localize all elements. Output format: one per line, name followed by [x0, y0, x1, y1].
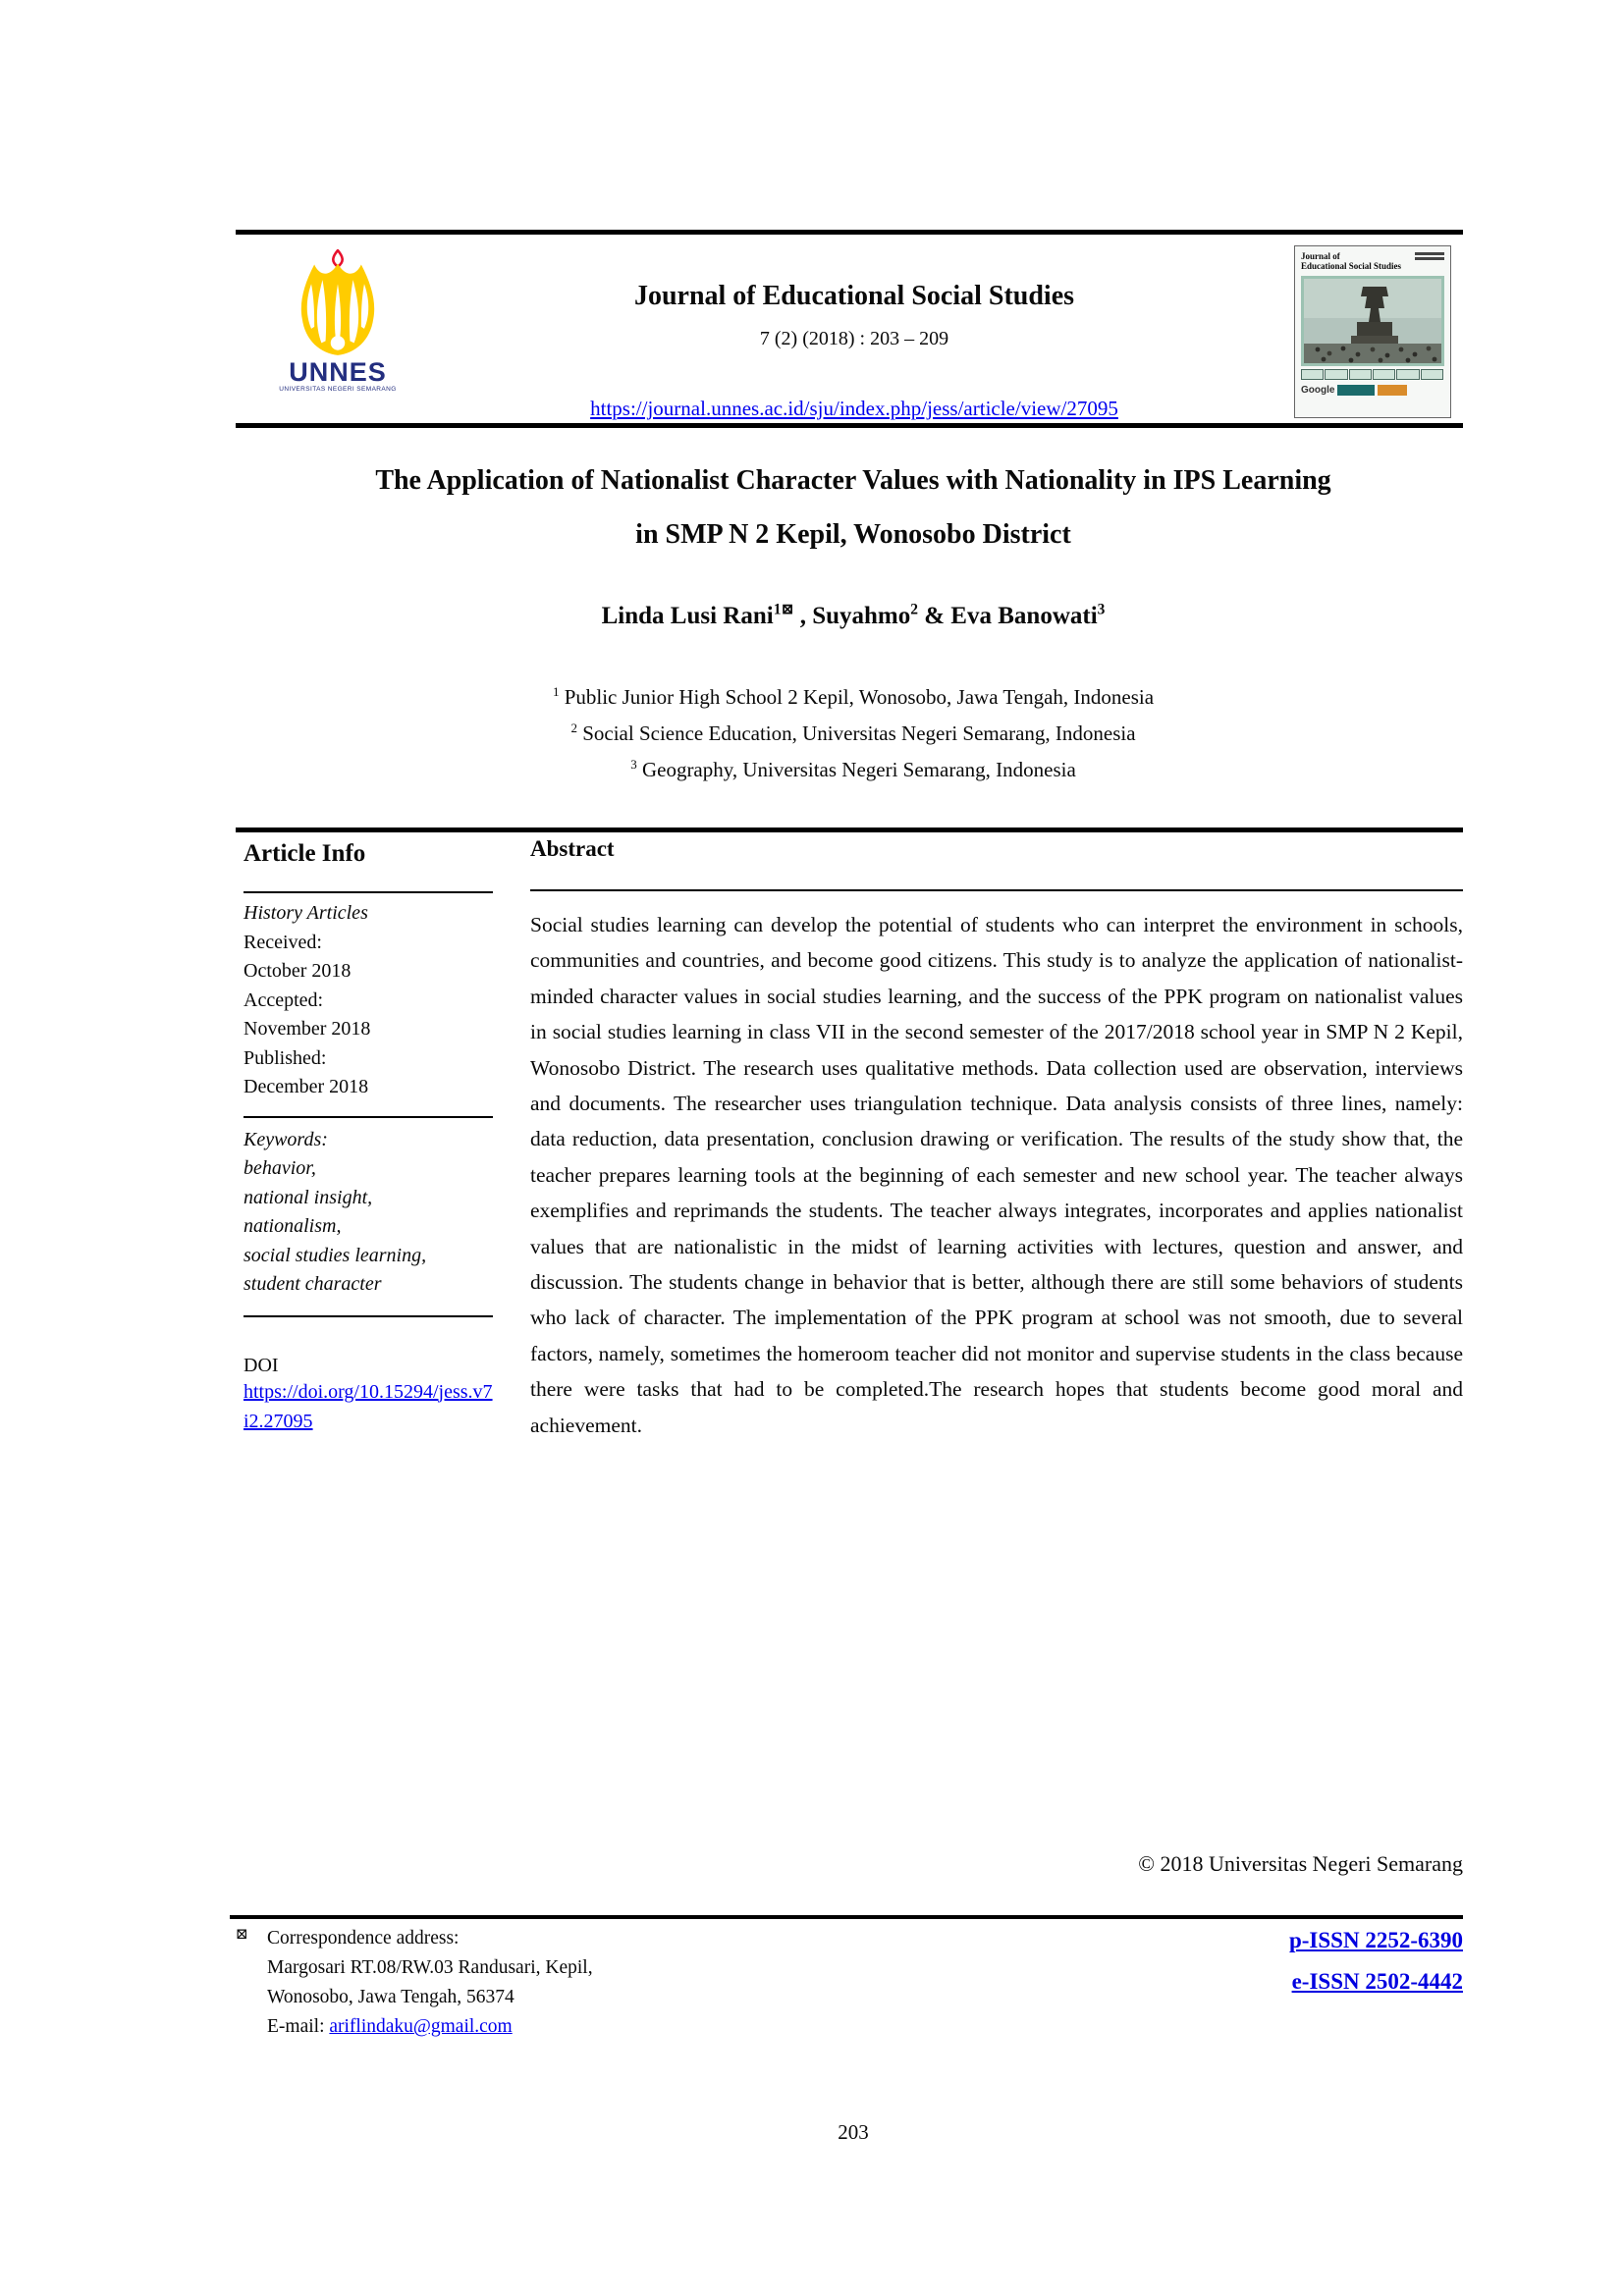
article-title-line2: in SMP N 2 Kepil, Wonosobo District — [635, 519, 1071, 550]
history-received-label: Received: — [244, 931, 322, 953]
author-2: , Suyahmo — [793, 603, 911, 629]
mail-icon: ⊠ — [236, 1927, 248, 1943]
e-issn-link[interactable]: e-ISSN 2502-4442 — [1291, 1969, 1463, 1994]
article-info-divider-3 — [244, 1315, 493, 1317]
affiliation-2: $^2$ Social Science Education, Universitas Negeri Semarang, Indonesia — [570, 721, 1136, 745]
keywords-label: Keywords: — [244, 1128, 328, 1150]
cover-indexing-badge-1 — [1337, 385, 1375, 396]
cover-title-line1: Journal of — [1301, 251, 1340, 261]
affiliations — [244, 679, 1463, 788]
history-label: History Articles — [244, 902, 368, 924]
journal-article-url — [412, 397, 1296, 421]
header-rule — [236, 423, 1463, 428]
cover-photo — [1301, 276, 1444, 366]
author-2-sup: 2 — [910, 601, 918, 618]
email-link[interactable]: ariflindaku@gmail.com — [329, 2016, 513, 2037]
unnes-logo — [267, 249, 408, 395]
journal-article-url-link[interactable]: https://journal.unnes.ac.id/sju/index.php/jess/article/view/27095 — [590, 397, 1118, 420]
cover-google-logo: Google — [1301, 385, 1335, 396]
cover-info-strip — [1301, 369, 1444, 380]
correspondence-address-2: Wonosobo, Jawa Tengah, 56374 — [267, 1987, 514, 2007]
keyword-4: social studies learning, — [244, 1244, 427, 1266]
history-published-value: December 2018 — [244, 1076, 369, 1097]
doi-link[interactable]: https://doi.org/10.15294/jess.v7i2.27095 — [244, 1380, 493, 1432]
logo-subtitle: UNIVERSITAS NEGERI SEMARANG — [279, 386, 397, 393]
author-3: & Eva Banowati — [917, 603, 1098, 629]
correspondence-label: Correspondence address: — [267, 1928, 460, 1949]
correspondence-block — [236, 1924, 825, 2042]
copyright-line: © 2018 Universitas Negeri Semarang — [1138, 1851, 1463, 1876]
author-3-sup: 3 — [1097, 601, 1106, 618]
article-info-divider-2 — [244, 1116, 493, 1118]
keyword-2: national insight, — [244, 1186, 373, 1208]
affiliation-1: $^1$ Public Junior High School 2 Kepil, Wonosobo, Jawa Tengah, Indonesia — [552, 684, 1155, 709]
journal-title: Journal of Educational Social Studies — [633, 281, 1075, 311]
doi-label: DOI — [244, 1354, 279, 1376]
cover-title-line2: Educational Social Studies — [1301, 261, 1402, 271]
authors-line — [244, 603, 1463, 630]
abstract-divider — [530, 889, 1463, 891]
keyword-3: nationalism, — [244, 1215, 342, 1237]
logo-acronym: UNNES — [289, 357, 387, 387]
keyword-1: behavior, — [244, 1157, 316, 1179]
abstract-heading: Abstract — [530, 836, 615, 861]
history-accepted-label: Accepted: — [244, 988, 324, 1011]
cover-issn-marks — [1415, 252, 1444, 262]
keyword-5: student character — [244, 1273, 382, 1295]
p-issn-link[interactable]: p-ISSN 2252-6390 — [1288, 1928, 1463, 1952]
article-title-line1: The Application of Nationalist Character Values with Nationality in IPS Learning — [375, 465, 1331, 496]
article-info-panel — [244, 840, 493, 1436]
email-label: E-mail: — [267, 2016, 330, 2037]
unnes-emblem-icon — [287, 249, 389, 359]
abstract-panel — [530, 836, 1463, 1443]
affiliation-3: $^3$ Geography, Universitas Negeri Semarang, Indonesia — [630, 757, 1076, 781]
author-1: Linda Lusi Rani — [601, 603, 774, 629]
journal-volume-line: 7 (2) (2018) : 203 – 209 — [759, 328, 949, 349]
top-rule — [236, 230, 1463, 235]
body-top-rule — [236, 828, 1463, 832]
footer-rule — [230, 1915, 1463, 1919]
cover-indexing-badge-2 — [1378, 385, 1407, 396]
history-received-value: October 2018 — [244, 960, 352, 982]
author-1-sup-mail-icon: 1⊠ — [773, 601, 794, 618]
cover-monument-icon — [1304, 279, 1443, 363]
page-number: 203 — [838, 2120, 869, 2144]
journal-cover-thumbnail — [1294, 245, 1451, 418]
history-accepted-value: November 2018 — [244, 1018, 371, 1040]
article-info-heading: Article Info — [244, 840, 366, 867]
article-info-divider-1 — [244, 891, 493, 893]
history-published-label: Published: — [244, 1046, 327, 1069]
abstract-text: Social studies learning can develop the potential of students who can interpret the environment in schools, communities and countries, and become good citizens. This study is to analyze the application of nationalist-minded character values in social studies learning, and the success of the PPK program on nationalist values in social studies learning in class VII in the second semester of the 2017/2018 school year in SMP N 2 Kepil, Wonosobo District. The research uses qualitative methods. Data collection used are observation, interviews and documents. The researcher uses triangulation technique. Data analysis consists of three lines, namely: data reduction, data presentation, conclusion drawing or verification. The results of the study show that, the teacher prepares learning tools at the beginning of each semester and new school year. The teacher always exemplifies and reprimands the students. The teacher always integrates, incorporates and applies nationalist values that are nationalistic in the midst of learning activities with lectures, question and answer, and discussion. The students change in behavior that is better, although there are still some behaviors of students who lack of character. The implementation of the PPK program at school was not smooth, due to several factors, namely, sometimes the homeroom teacher did not monitor and supervise students in the class because there were tasks that had to be completed.The research hopes that students become good moral and achievement. — [530, 913, 1463, 1437]
correspondence-address-1: Margosari RT.08/RW.03 Randusari, Kepil, — [267, 1957, 593, 1978]
